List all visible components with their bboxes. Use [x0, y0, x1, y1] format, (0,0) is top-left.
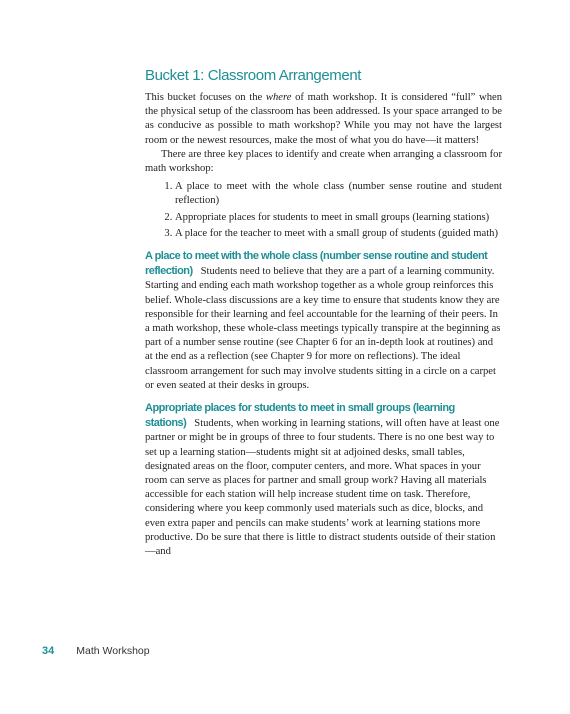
- intro-text-end: of math workshop. It is considered “full” when the physical setup of the classroom has been addressed. Is your space arranged to be as conducive as possible to math workshop? While you may not have the largest room or the newest resources, make the most of what you do have—it matters!: [145, 92, 502, 146]
- section-heading: Bucket 1: Classroom Arrangement: [145, 67, 362, 84]
- intro-paragraph: [145, 91, 502, 148]
- page-content: [145, 66, 502, 559]
- page-footer: [42, 645, 150, 657]
- list-item: 1. A place to meet with the whole class (number sense routine and student reflection): [175, 180, 502, 208]
- book-title: Math Workshop: [76, 645, 150, 657]
- key-places-list: [145, 180, 502, 241]
- intro-text-start: This bucket focuses on the: [145, 92, 266, 103]
- section-body: Students, when working in learning stations, will often have at least one partner or might be in groups of three to four students. There is no one best way to set up a learning station—students might sit at adjoined desks, small tables, designated areas on the floor, computer centers, and more. What spaces in your room can serve as places for partner and small group work? Having all materials accessible for each station will help increase student time on task. Therefore, considering where you keep commonly used materials such as dice, blocks, and even extra paper and pencils can make students’ work at learning stations more productive. Do be sure that there is little to distract students outside of their station—and: [145, 418, 500, 558]
- intro-paragraph-2: There are three key places to identify and create when arranging a classroom for math workshop:: [145, 148, 502, 175]
- subheading: Appropriate places for students to meet in small groups (learning stations): [145, 402, 455, 430]
- page-number: 34: [42, 645, 55, 657]
- section-small-groups: [145, 401, 502, 559]
- intro-emphasis: where: [265, 92, 292, 103]
- subheading: A place to meet with the whole class (number sense routine and student reflection): [145, 250, 488, 278]
- list-item: 2. Appropriate places for students to meet in small groups (learning stations): [175, 211, 502, 225]
- list-item: 3. A place for the teacher to meet with a small group of students (guided math): [175, 227, 502, 241]
- section-body: Students need to believe that they are a part of a learning community. Starting and ending each math workshop together as a whole group reinforces this belief. Whole-class discussions are a key time to ensure that students know they are responsible for their learning and feel accountable for the learning of their peers. In a math workshop, these whole-class meetings typically transpire at the beginning as part of a number sense routine (see Chapter 6 for an in-depth look at routines) and at the end as a reflection (see Chapter 9 for more on reflections). The ideal classroom arrangement for such may involve students sitting in a circle on a carpet or even seated at their desks in groups.: [145, 266, 501, 391]
- section-whole-class: [145, 249, 502, 393]
